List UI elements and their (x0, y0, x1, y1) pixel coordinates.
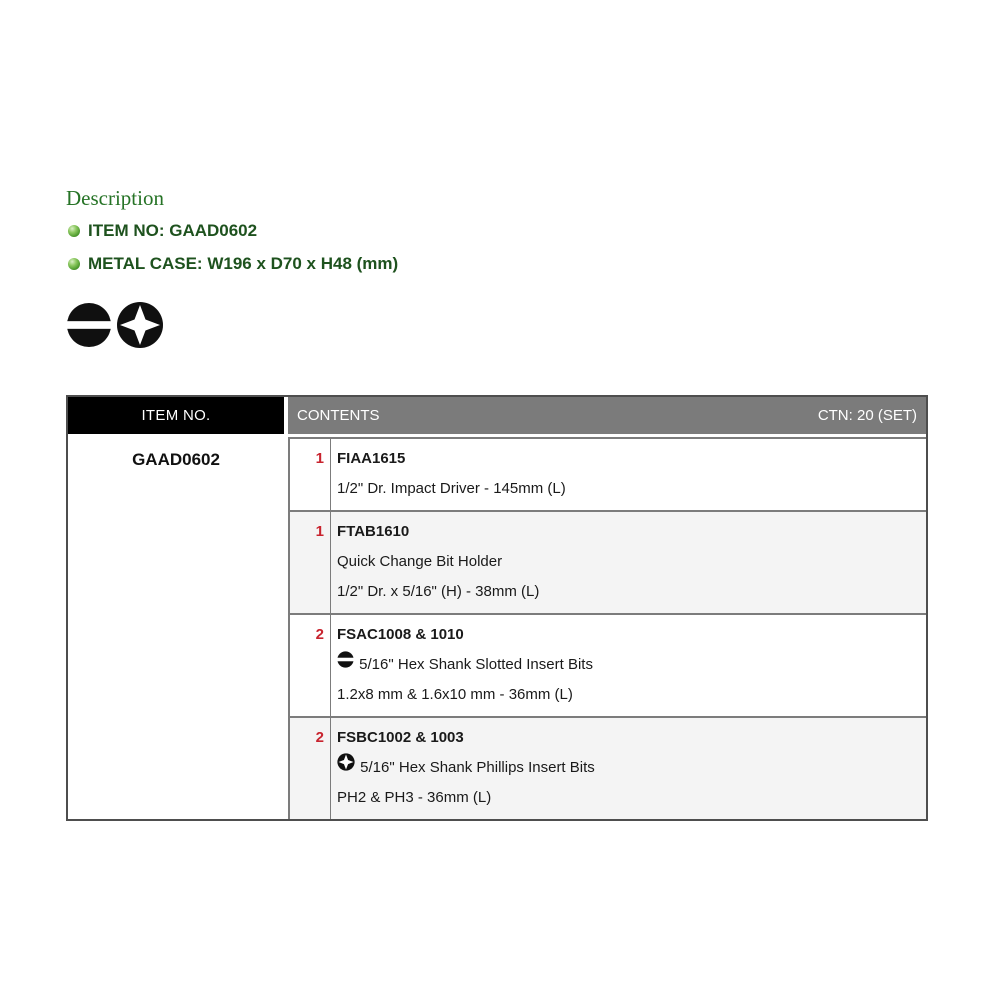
table-row (288, 512, 926, 615)
description-heading: Description (66, 186, 164, 210)
phillips-bit-icon (337, 758, 359, 775)
quantity-value: 1 (290, 439, 331, 510)
row-content (331, 439, 926, 510)
row-content (331, 512, 926, 613)
product-description: Quick Change Bit Holder (337, 553, 503, 570)
item-no-text: ITEM NO: GAAD0602 (88, 221, 258, 240)
contents-table (66, 395, 928, 821)
quantity-value: 2 (290, 718, 331, 819)
table-header-row (68, 397, 926, 434)
quantity-value: 2 (290, 615, 331, 716)
product-description (337, 650, 926, 680)
product-code: FSAC1008 & 1010 (337, 626, 464, 643)
product-description: 1/2" Dr. x 5/16" (H) - 38mm (L) (337, 583, 540, 600)
contents-rows (288, 437, 926, 819)
metal-case-text: METAL CASE: W196 x D70 x H48 (mm) (88, 254, 399, 273)
product-code: FSBC1002 & 1003 (337, 729, 464, 747)
product-description-text: 5/16" Hex Shank Slotted Insert Bits (359, 656, 593, 673)
slotted-bit-icon (337, 655, 358, 672)
product-description: 1.2x8 mm & 1.6x10 mm - 36mm (L) (337, 686, 573, 704)
product-description (337, 753, 926, 783)
header-contents-cell (288, 397, 926, 434)
item-no-bullet-line (68, 221, 928, 241)
item-no-value-cell: GAAD0602 (68, 437, 284, 819)
bit-type-icons (66, 301, 928, 349)
table-row (288, 437, 926, 512)
product-description-text: 5/16" Hex Shank Phillips Insert Bits (360, 759, 595, 777)
green-sphere-bullet-icon (68, 258, 80, 270)
metal-case-bullet-line (68, 254, 928, 274)
product-description: 1/2" Dr. Impact Driver - 145mm (L) (337, 480, 566, 497)
product-description: PH2 & PH3 - 36mm (L) (337, 789, 492, 807)
product-code: FTAB1610 (337, 523, 410, 540)
table-row (288, 718, 926, 819)
product-code: FIAA1615 (337, 450, 406, 467)
header-item-no-cell: ITEM NO. (68, 397, 284, 434)
table-row (288, 615, 926, 718)
green-sphere-bullet-icon (68, 225, 80, 237)
header-ctn-label: CTN: 20 (SET) (817, 407, 917, 424)
table-body (68, 437, 926, 819)
slotted-bit-icon (66, 302, 112, 348)
product-description-page (66, 186, 928, 821)
header-contents-label: CONTENTS (297, 407, 380, 424)
quantity-value: 1 (290, 512, 331, 613)
phillips-bit-icon (116, 301, 164, 349)
row-content (331, 615, 926, 716)
row-content (331, 718, 926, 819)
